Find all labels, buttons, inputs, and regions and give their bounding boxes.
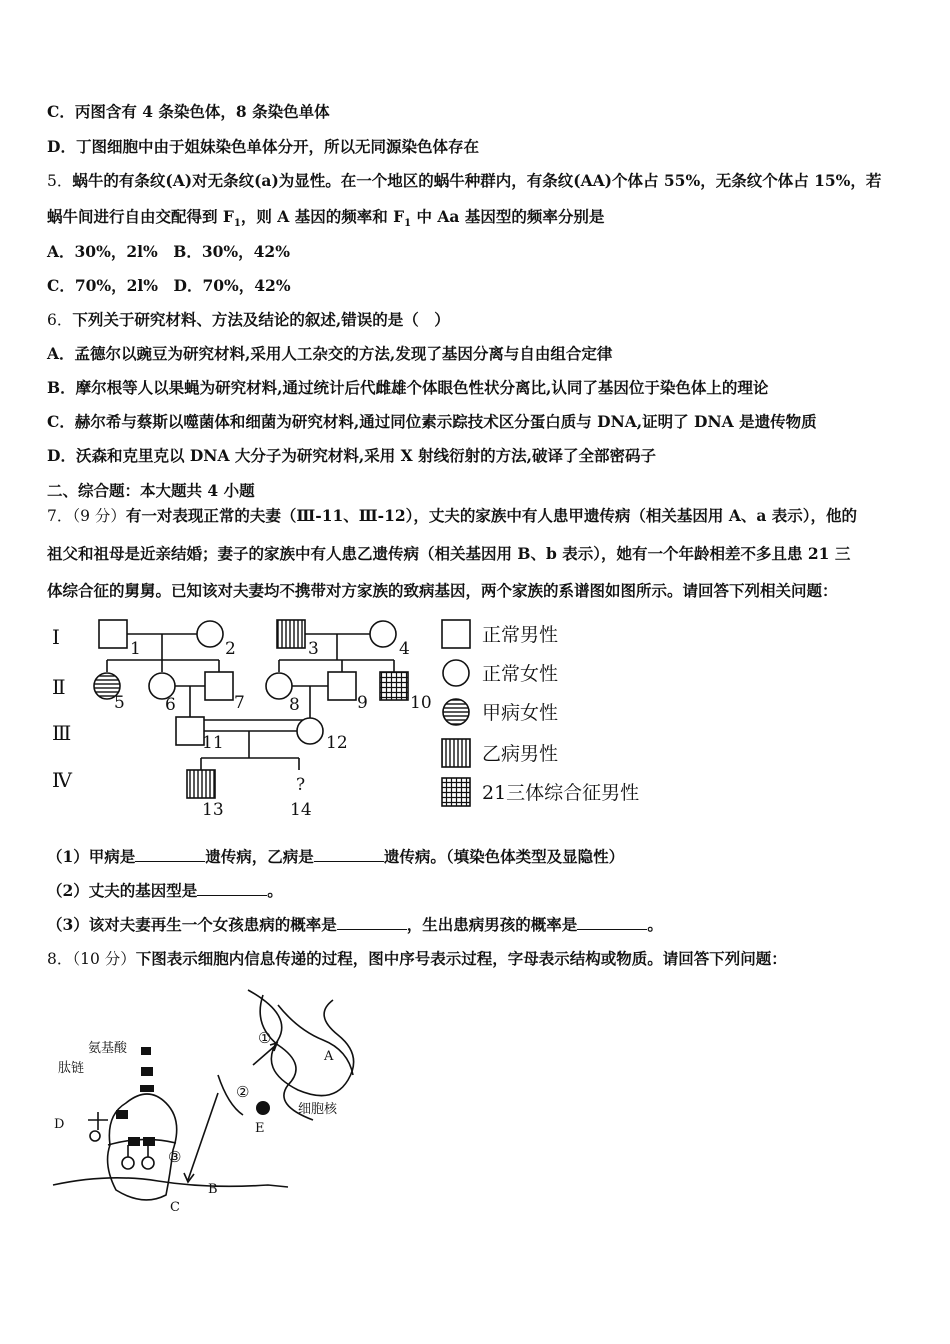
q5-sub-1: 1 bbox=[233, 218, 241, 230]
label-peptide: 肽链 bbox=[58, 1061, 85, 1076]
label-p2: ② bbox=[236, 1083, 250, 1101]
q7-score: （9 分） bbox=[72, 507, 126, 525]
id-14: 14 bbox=[290, 800, 312, 820]
id-11: 11 bbox=[202, 733, 224, 753]
id-7: 7 bbox=[234, 693, 245, 713]
cell-membrane bbox=[53, 1178, 288, 1187]
gen-label-3: Ⅲ bbox=[52, 721, 72, 745]
q7-line1 bbox=[47, 505, 857, 527]
individual-13 bbox=[187, 770, 215, 798]
id-3: 3 bbox=[308, 639, 319, 659]
q7-sub2-a: （2）丈夫的基因型是 bbox=[47, 881, 198, 900]
legend-disease-a-female: 甲病女性 bbox=[482, 702, 559, 724]
legend-trisomy-male-icon bbox=[442, 778, 470, 806]
legend-disease-a-female-icon bbox=[443, 699, 469, 725]
id-9: 9 bbox=[357, 693, 368, 713]
ribosome-site-3 bbox=[143, 1137, 155, 1146]
q7-sub1-c: 遗传病。（填染色体类型及显隐性） bbox=[383, 847, 625, 866]
peptide-icon bbox=[141, 1067, 153, 1076]
q6-option-c: C．赫尔希与蔡斯以噬菌体和细菌为研究材料,通过同位素示踪技术区分蛋白质与 DNA,证明了 DNA 是遗传物质 bbox=[47, 412, 817, 431]
q8-text: 下图表示细胞内信息传递的过程，图中序号表示过程，字母表示结构或物质。请回答下列问题： bbox=[135, 949, 787, 968]
q5-text-b: ，则 A 基因的频率和 F bbox=[240, 207, 405, 226]
q8-stem bbox=[47, 948, 787, 970]
legend-normal-female: 正常女性 bbox=[482, 663, 559, 685]
label-p1: ① bbox=[258, 1029, 272, 1047]
id-2: 2 bbox=[225, 639, 236, 659]
q7-sub3-a: （3）该对夫妻再生一个女孩患病的概率是 bbox=[47, 915, 337, 934]
mrna-a bbox=[278, 1005, 353, 1075]
q7-sub1-b: 遗传病，乙病是 bbox=[205, 847, 314, 866]
unknown-mark: ? bbox=[296, 775, 306, 795]
individual-10 bbox=[380, 672, 408, 700]
q7-sub1 bbox=[47, 846, 624, 868]
rna-polymerase-e bbox=[256, 1101, 270, 1115]
q5-text-c: 中 Aa 基因型的频率分别是 bbox=[411, 207, 605, 226]
label-nucleus: 细胞核 bbox=[298, 1102, 338, 1117]
label-a: A bbox=[324, 1049, 334, 1064]
q8-number: 8． bbox=[47, 950, 73, 968]
gen-label-2: Ⅱ bbox=[52, 675, 66, 699]
section-heading: 二、综合题：本大题共 4 小题 bbox=[47, 481, 255, 500]
q5-stem-line1 bbox=[47, 170, 881, 192]
individual-12 bbox=[297, 718, 323, 744]
trna-d bbox=[88, 1112, 108, 1141]
q7-sub3 bbox=[47, 914, 663, 936]
q5-text: 蜗牛的有条纹(A)对无条纹(a)为显性。在一个地区的蜗牛种群内，有条纹(AA)个体占 55%，无条纹个体占 15%，若 bbox=[72, 171, 882, 190]
pedigree-chart bbox=[44, 610, 664, 825]
id-12: 12 bbox=[326, 733, 348, 753]
gen-label-1: Ⅰ bbox=[52, 625, 60, 649]
label-b: B bbox=[208, 1182, 218, 1197]
id-6: 6 bbox=[165, 695, 176, 715]
individual-9 bbox=[328, 672, 356, 700]
legend-disease-b-male: 乙病男性 bbox=[482, 743, 559, 765]
q7-line3: 体综合征的舅舅。已知该对夫妻均不携带对方家族的致病基因，两个家族的系谱图如图所示。请回答下列相关问题： bbox=[47, 581, 838, 600]
ribosome-site-1 bbox=[116, 1110, 128, 1119]
peptide-icon-2 bbox=[140, 1085, 154, 1092]
label-d: D bbox=[54, 1117, 65, 1132]
label-amino-acid: 氨基酸 bbox=[88, 1041, 128, 1056]
q4-option-d: D．丁图细胞中由于姐妹染色单体分开，所以无同源染色体存在 bbox=[47, 137, 479, 156]
label-e: E bbox=[255, 1121, 265, 1136]
label-c: C bbox=[170, 1200, 180, 1215]
id-4: 4 bbox=[399, 639, 410, 659]
q7-blank-1[interactable] bbox=[135, 847, 205, 862]
legend-normal-male-icon bbox=[442, 620, 470, 648]
trna-1 bbox=[122, 1145, 134, 1169]
q7-sub2-b: 。 bbox=[267, 881, 283, 900]
q6-option-b: B．摩尔根等人以果蝇为研究材料,通过统计后代雌雄个体眼色性状分离比,认同了基因位于染色体上的理论 bbox=[47, 378, 769, 397]
q6-option-d: D．沃森和克里克以 DNA 大分子为研究材料,采用 X 射线衍射的方法,破译了全部密码子 bbox=[47, 446, 656, 465]
id-13: 13 bbox=[202, 800, 224, 820]
q5-text-a: 蜗牛间进行自由交配得到 F bbox=[47, 207, 234, 226]
id-8: 8 bbox=[289, 695, 300, 715]
id-10: 10 bbox=[410, 693, 432, 713]
q4-option-c: C．丙图含有 4 条染色体，8 条染色单体 bbox=[47, 102, 330, 121]
individual-11 bbox=[176, 717, 204, 745]
q5-number: 5． bbox=[47, 172, 73, 190]
q6-option-a: A．孟德尔以豌豆为研究材料,采用人工杂交的方法,发现了基因分离与自由组合定律 bbox=[47, 344, 613, 363]
individual-3 bbox=[277, 620, 305, 648]
label-p3: ③ bbox=[168, 1148, 182, 1166]
q5-options-cd: C．70%，2l% D．70%，42% bbox=[47, 276, 291, 295]
individual-1 bbox=[99, 620, 127, 648]
q7-blank-4[interactable] bbox=[337, 915, 407, 930]
gene-expression-figure bbox=[48, 985, 378, 1220]
gen-label-4: Ⅳ bbox=[52, 768, 72, 792]
q7-blank-2[interactable] bbox=[314, 847, 384, 862]
legend-disease-b-male-icon bbox=[442, 739, 470, 767]
q7-text1: 有一对表现正常的夫妻（Ⅲ-11、Ⅲ-12），丈夫的家族中有人患甲遗传病（相关基因用 A、a 表示），他的 bbox=[125, 506, 858, 525]
q5-options-ab: A．30%，2l% B．30%，42% bbox=[47, 242, 290, 261]
q5-sub-2: 1 bbox=[404, 218, 412, 230]
legend-trisomy-male: 21三体综合征男性 bbox=[482, 782, 640, 804]
q6-text: 下列关于研究材料、方法及结论的叙述,错误的是（ ） bbox=[72, 310, 450, 329]
individual-7 bbox=[205, 672, 233, 700]
amino-acid-icon bbox=[141, 1047, 151, 1055]
q7-number: 7． bbox=[47, 507, 73, 525]
q8-score: （10 分） bbox=[72, 950, 136, 968]
q6-number: 6． bbox=[47, 311, 73, 329]
q7-blank-5[interactable] bbox=[577, 915, 647, 930]
q6-stem bbox=[47, 309, 450, 331]
q7-blank-3[interactable] bbox=[197, 881, 267, 896]
ribosome-site-2 bbox=[128, 1137, 140, 1146]
legend-normal-female-icon bbox=[443, 660, 469, 686]
individual-4 bbox=[370, 621, 396, 647]
ribosome bbox=[108, 1094, 177, 1200]
id-1: 1 bbox=[130, 639, 141, 659]
individual-2 bbox=[197, 621, 223, 647]
legend-normal-male: 正常男性 bbox=[482, 624, 559, 646]
q7-sub3-b: ，生出患病男孩的概率是 bbox=[406, 915, 578, 934]
trna-2 bbox=[142, 1145, 154, 1169]
q7-line2: 祖父和祖母是近亲结婚；妻子的家族中有人患乙遗传病（相关基因用 B、b 表示），她有一个年龄相差不多且患 21 三 bbox=[47, 544, 851, 563]
q7-sub2 bbox=[47, 880, 283, 902]
q7-sub3-c: 。 bbox=[647, 915, 663, 934]
id-5: 5 bbox=[114, 693, 125, 713]
q7-sub1-a: （1）甲病是 bbox=[47, 847, 136, 866]
q5-stem-line2 bbox=[47, 206, 604, 235]
